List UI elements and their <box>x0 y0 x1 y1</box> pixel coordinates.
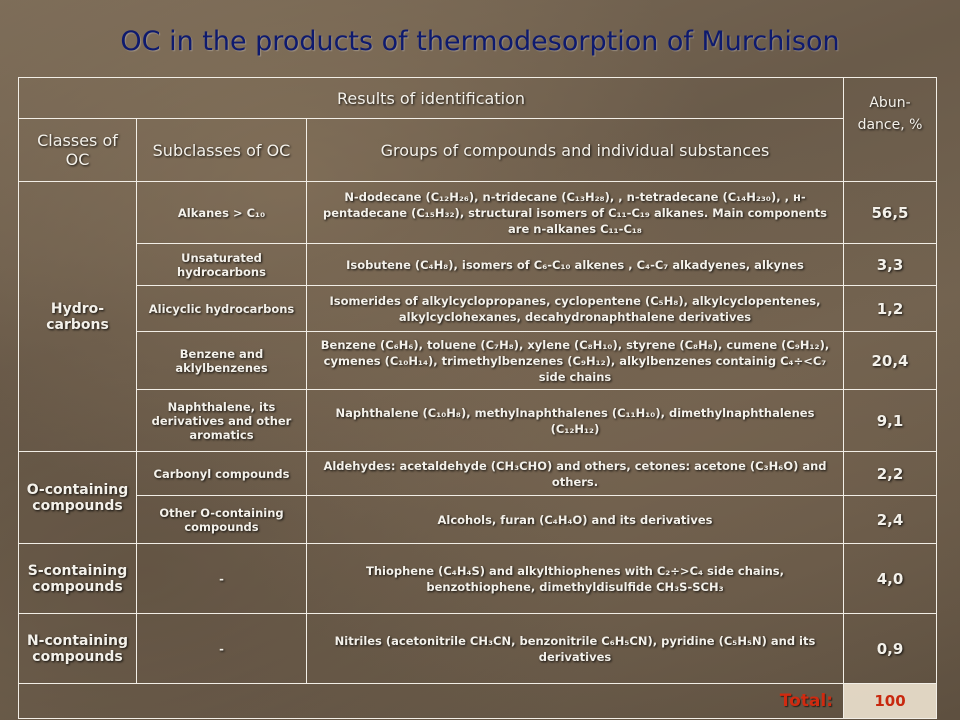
table-row <box>19 452 937 496</box>
abundance-cell: 4,0 <box>844 544 937 614</box>
table-row <box>19 544 937 614</box>
abundance-cell: 2,2 <box>844 452 937 496</box>
subclass-cell: Carbonyl compounds <box>137 452 307 496</box>
total-value: 100 <box>844 684 937 719</box>
header-subclasses: Subclasses of OC <box>137 119 307 182</box>
groups-cell: N-dodecane (C₁₂H₂₆), n-tridecane (C₁₃H₂₈), , n-tetradecane (C₁₄H₂₃₀), , н-pentadecane (C₁₅H₃₂), structural isomers of C₁₁-C₁₉ alkanes. Main components are n-alkanes C₁₁-C₁₈ <box>307 182 844 244</box>
page-title: OC in the products of thermodesorption of Murchison <box>120 26 840 57</box>
groups-cell: Alcohols, furan (C₄H₄O) and its derivatives <box>307 496 844 544</box>
groups-cell: Nitriles (acetonitrile CH₃CN, benzonitrile C₆H₅CN), pyridine (C₅H₅N) and its derivatives <box>307 614 844 684</box>
class-n-containing: N-containing compounds <box>19 614 137 684</box>
abundance-cell: 56,5 <box>844 182 937 244</box>
total-label: Total: <box>19 684 844 719</box>
class-s-containing: S-containing compounds <box>19 544 137 614</box>
groups-cell: Benzene (C₆H₆), toluene (C₇H₈), xylene (C₈H₁₀), styrene (C₈H₈), cumene (C₉H₁₂), cymenes (C₁₀H₁₄), trimethylbenzenes (C₉H₁₂), alkylbenzenes containig C₄÷<C₇ side chains <box>307 332 844 390</box>
header-classes: Classes of OC <box>19 119 137 182</box>
table-row <box>19 286 937 332</box>
abundance-cell: 20,4 <box>844 332 937 390</box>
table-row <box>19 614 937 684</box>
header-results: Results of identification <box>19 78 844 119</box>
subclass-cell: - <box>137 544 307 614</box>
abundance-cell: 0,9 <box>844 614 937 684</box>
abundance-cell: 2,4 <box>844 496 937 544</box>
groups-cell: Isobutene (C₄H₈), isomers of C₆-C₁₀ alkenes , C₄-C₇ alkadyenes, alkynes <box>307 244 844 286</box>
subclass-cell: Benzene and aklylbenzenes <box>137 332 307 390</box>
subclass-cell: Unsaturated hydrocarbons <box>137 244 307 286</box>
groups-cell: Aldehydes: acetaldehyde (CH₃CHO) and others, cetones: acetone (C₃H₆O) and others. <box>307 452 844 496</box>
table-row <box>19 182 937 244</box>
groups-cell: Isomerides of alkylcyclopropanes, cyclopentene (C₅H₈), alkylcyclopentenes, alkylcyclohexanes, decahydronaphthalene derivatives <box>307 286 844 332</box>
subclass-cell: Other O-containing compounds <box>137 496 307 544</box>
table-row <box>19 332 937 390</box>
subclass-cell: - <box>137 614 307 684</box>
table-row <box>19 244 937 286</box>
table-row <box>19 390 937 452</box>
total-row <box>19 684 937 719</box>
class-hydrocarbons: Hydro-carbons <box>19 182 137 452</box>
subclass-cell: Alkanes > C₁₀ <box>137 182 307 244</box>
subclass-cell: Naphthalene, its derivatives and other aromatics <box>137 390 307 452</box>
abundance-cell: 9,1 <box>844 390 937 452</box>
header-abundance: Abun-dance, % <box>844 78 937 182</box>
subclass-cell: Alicyclic hydrocarbons <box>137 286 307 332</box>
abundance-cell: 3,3 <box>844 244 937 286</box>
class-o-containing: O-containing compounds <box>19 452 137 544</box>
header-groups: Groups of compounds and individual substances <box>307 119 844 182</box>
abundance-cell: 1,2 <box>844 286 937 332</box>
groups-cell: Naphthalene (C₁₀H₈), methylnaphthalenes (C₁₁H₁₀), dimethylnaphthalenes (C₁₂H₁₂) <box>307 390 844 452</box>
groups-cell: Thiophene (C₄H₄S) and alkylthiophenes with C₂÷>C₄ side chains, benzothiophene, dimethyldisulfide CH₃S-SCH₃ <box>307 544 844 614</box>
identification-table <box>18 77 937 719</box>
table-row <box>19 496 937 544</box>
